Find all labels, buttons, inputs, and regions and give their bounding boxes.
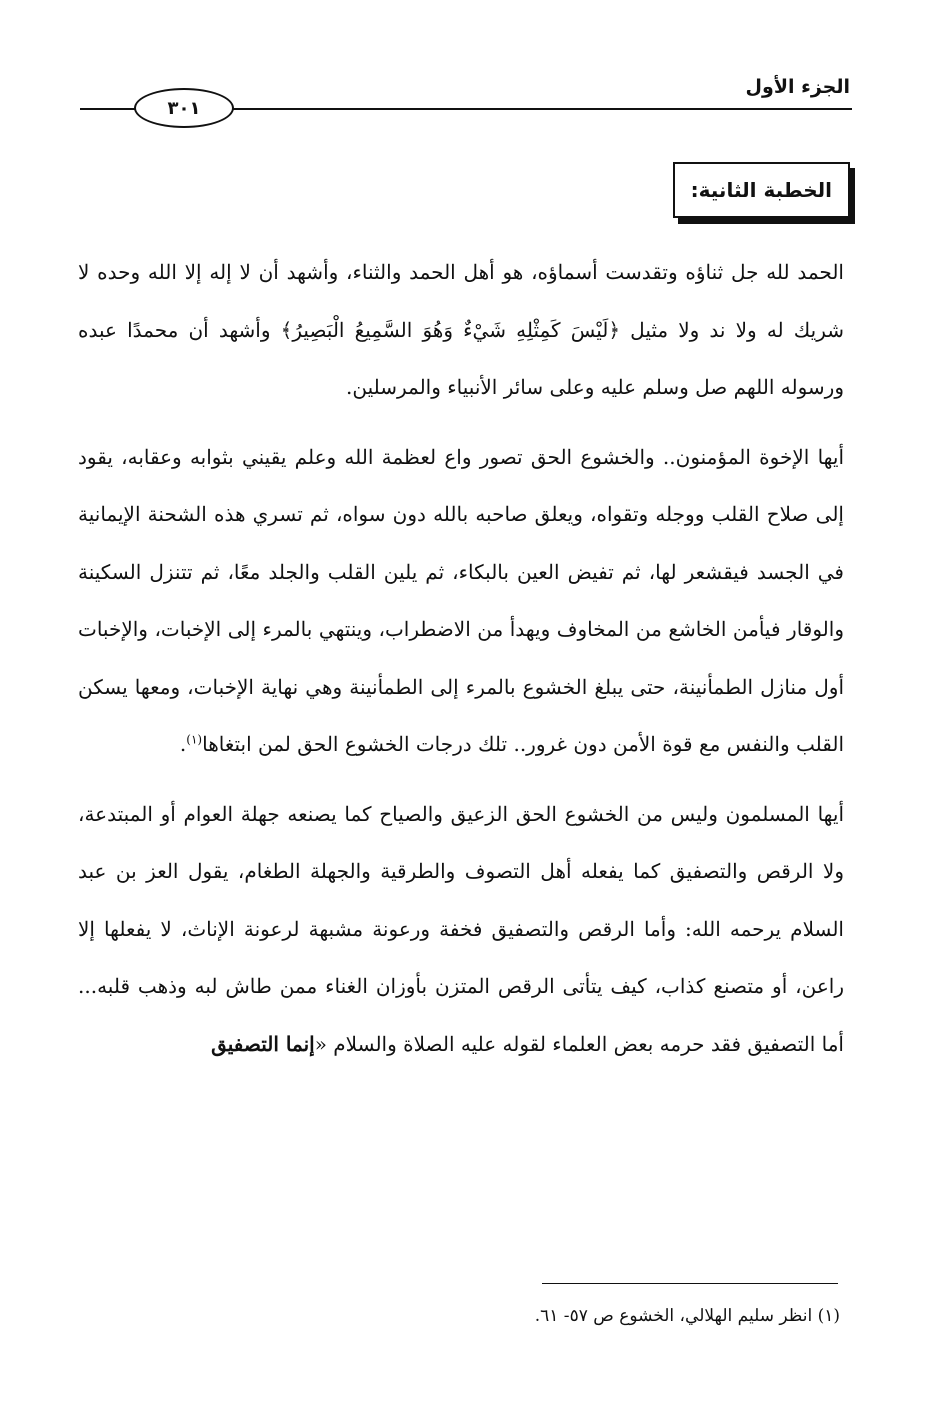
footnote-rule [542, 1283, 838, 1284]
page-number: ٣٠١ [134, 88, 234, 128]
running-title: الجزء الأول [745, 76, 850, 98]
footnote-1: (١) انظر سليم الهلالي، الخشوع ص ٥٧- ٦١. [534, 1306, 840, 1326]
paragraph-3-text: أيها المسلمون وليس من الخشوع الحق الزعيق والصياح كما يصنعه جهلة العوام أو المبتدعة، ولا الرقص والتصفيق كما يفعله أهل التصوف والطرقية والجهلة الطغام، يقول العز بن عبد السلام يرحمه الله: وأما الرقص والتصفيق فخفة ورعونة مشبهة لرعونة الإناث، لا يفعلها إلا راعن، أو متصنع كذاب، كيف يتأتى الرقص المتزن بأوزان الغناء ممن طاش لبه وذهب قلبه... أما التصفيق فقد حرمه بعض العلماء لقوله عليه الصلاة والسلام « [78, 801, 844, 1056]
paragraph-1: الحمد لله جل ثناؤه وتقدست أسماؤه، هو أهل الحمد والثناء، وأشهد أن لا إله إلا الله وحده لا شريك له ولا ند ولا مثيل ﴿لَيْسَ كَمِثْلِهِ شَيْءٌ وَهُوَ السَّمِيعُ الْبَصِيرُ﴾ وأشهد أن محمدًا عبده ورسوله اللهم صل وسلم عليه وعلى سائر الأنبياء والمرسلين. [78, 260, 844, 399]
paragraph-3 [78, 786, 844, 1074]
paragraph-2-end: . [179, 732, 187, 756]
paragraph-2 [78, 429, 844, 774]
paragraph-3-bold-tail: إنما التصفيق [211, 1031, 315, 1056]
paragraph-2-text: أيها الإخوة المؤمنون.. والخشوع الحق تصور واع لعظمة الله وعلم يقيني بثوابه وعقابه، يقود إلى صلاح القلب ووجله وتقواه، ويعلق صاحبه بالله دون سواه، ثم تسري هذه الشحنة الإيمانية في الجسد فيقشعر لها، ثم تفيض العين بالبكاء، ثم يلين القلب والجلد معًا، ثم تتنزل السكينة والوقار فيأمن الخاشع من المخاوف ويهدأ من الاضطراب، وينتهي بالمرء إلى الإخبات، والإخبات أول منازل الطمأنينة، حتى يبلغ الخشوع بالمرء إلى الطمأنينة وهي نهاية الإخبات، ومعها يسكن القلب والنفس مع قوة الأمن دون غرور.. تلك درجات الخشوع الحق لمن ابتغاها [78, 444, 844, 756]
footnote-marker: (١) [186, 732, 203, 747]
body-text [78, 244, 844, 1073]
section-title: الخطبة الثانية: [673, 162, 850, 218]
